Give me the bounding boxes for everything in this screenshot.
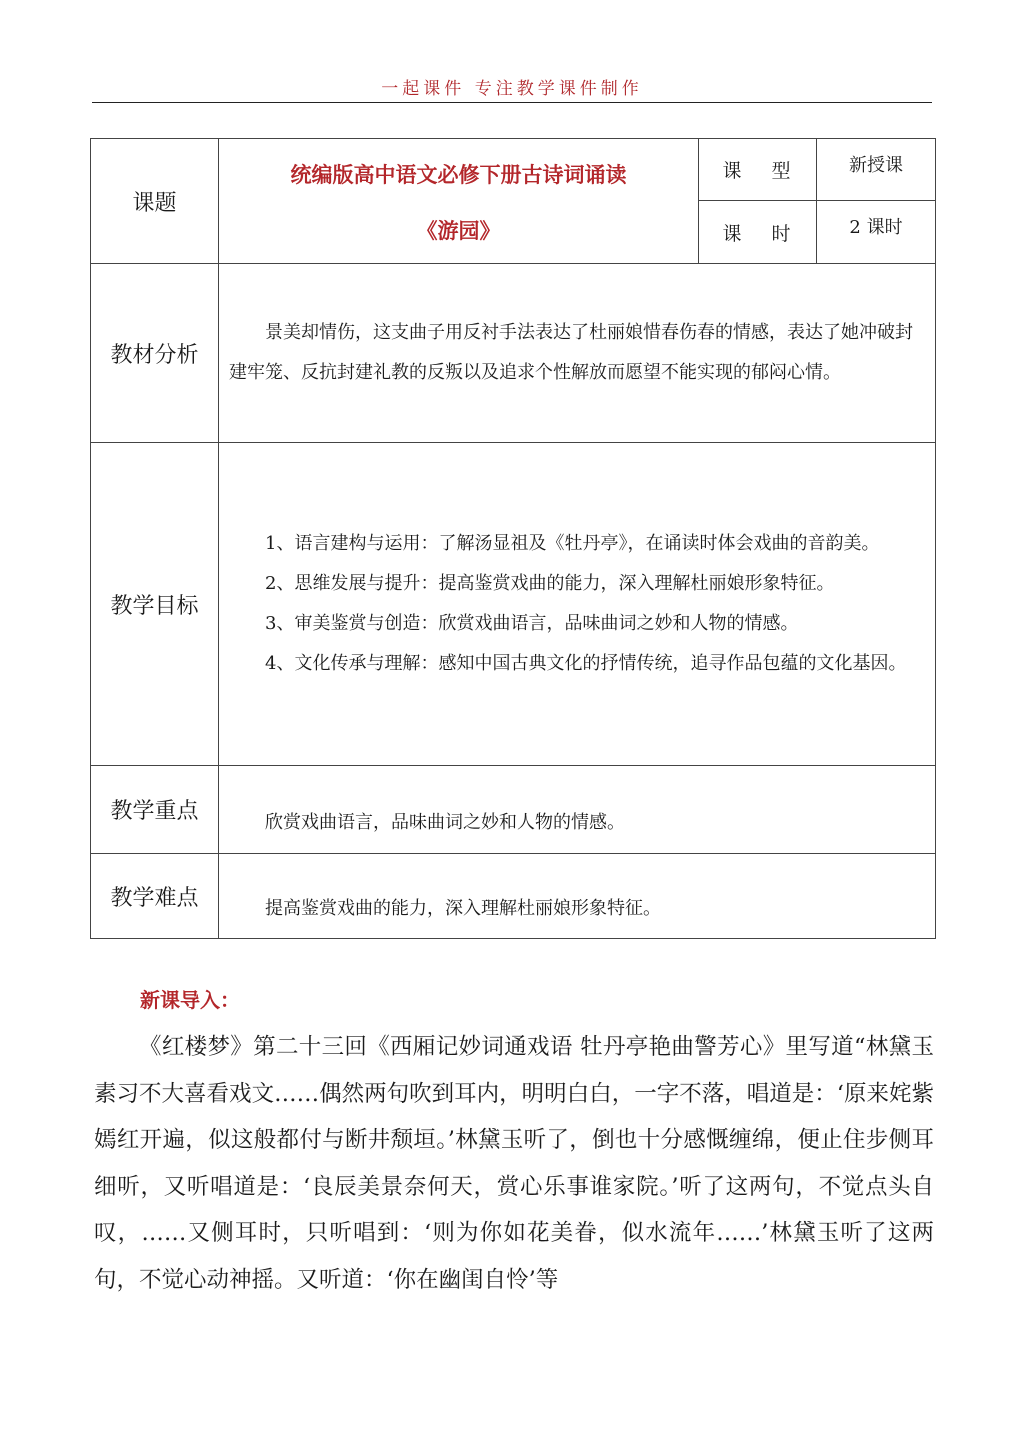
material-analysis-content <box>219 264 936 443</box>
teaching-goal-item: 4、文化传承与理解：感知中国古典文化的抒情传统，追寻作品包蕴的文化基因。 <box>265 653 907 674</box>
teaching-goal-item: 3、审美鉴赏与创造：欣赏戏曲语言，品味曲词之妙和人物的情感。 <box>265 613 799 634</box>
intro-paragraph: 《红楼梦》第二十三回《西厢记妙词通戏语 牡丹亭艳曲警芳心》里写道“林黛玉素习不大喜看戏文……偶然两句吹到耳内，明明白白，一字不落，唱道是：‘原来姹紫嫣红开遍，似这般都付与断井颓垣。’林黛玉听了，倒也十分感慨缠绵，便止住步侧耳细听，又听唱道是：‘良辰美景奈何天，赏心乐事谁家院。’听了这两句，不觉点头自叹，……又侧耳时，只听唱到：‘则为你如花美眷，似水流年……’林黛玉听了这两句，不觉心动神摇。又听道：‘你在幽闺自怜’等 <box>94 1034 934 1293</box>
lesson-title <box>219 139 699 264</box>
difficulties-content <box>219 854 936 939</box>
intro-heading: 新课导入： <box>140 988 240 1012</box>
material-analysis-label: 教材分析 <box>91 264 219 443</box>
key-points-label: 教学重点 <box>91 766 219 854</box>
teaching-goals-label: 教学目标 <box>91 443 219 766</box>
teaching-goal-item: 1、语言建构与运用：了解汤显祖及《牡丹亭》，在诵读时体会戏曲的音韵美。 <box>265 533 880 554</box>
lesson-hours-label: 课 时 <box>699 201 817 264</box>
lesson-type-value: 新授课 <box>817 139 936 201</box>
lesson-plan-table <box>90 138 936 939</box>
lesson-title-line1: 统编版高中语文必修下册古诗词诵读 <box>290 162 627 187</box>
key-points-content <box>219 766 936 854</box>
lesson-title-line2: 《游园》 <box>416 218 501 243</box>
difficulties-text: 提高鉴赏戏曲的能力，深入理解杜丽娘形象特征。 <box>265 898 661 919</box>
lesson-hours-value: 2 课时 <box>817 201 936 264</box>
material-analysis-text: 景美却情伤，这支曲子用反衬手法表达了杜丽娘惜春伤春的情感，表达了她冲破封建牢笼、反抗封建礼教的反叛以及追求个性解放而愿望不能实现的郁闷心情。 <box>229 322 913 383</box>
key-points-text: 欣赏戏曲语言，品味曲词之妙和人物的情感。 <box>265 811 625 833</box>
topic-label: 课题 <box>91 139 219 264</box>
teaching-goals-content <box>219 443 936 766</box>
teaching-goal-item: 2、思维发展与提升：提高鉴赏戏曲的能力，深入理解杜丽娘形象特征。 <box>265 573 835 594</box>
page-header: 一起课件 专注教学课件制作 <box>92 74 932 103</box>
difficulties-label: 教学难点 <box>91 854 219 939</box>
lesson-type-label: 课 型 <box>699 139 817 201</box>
